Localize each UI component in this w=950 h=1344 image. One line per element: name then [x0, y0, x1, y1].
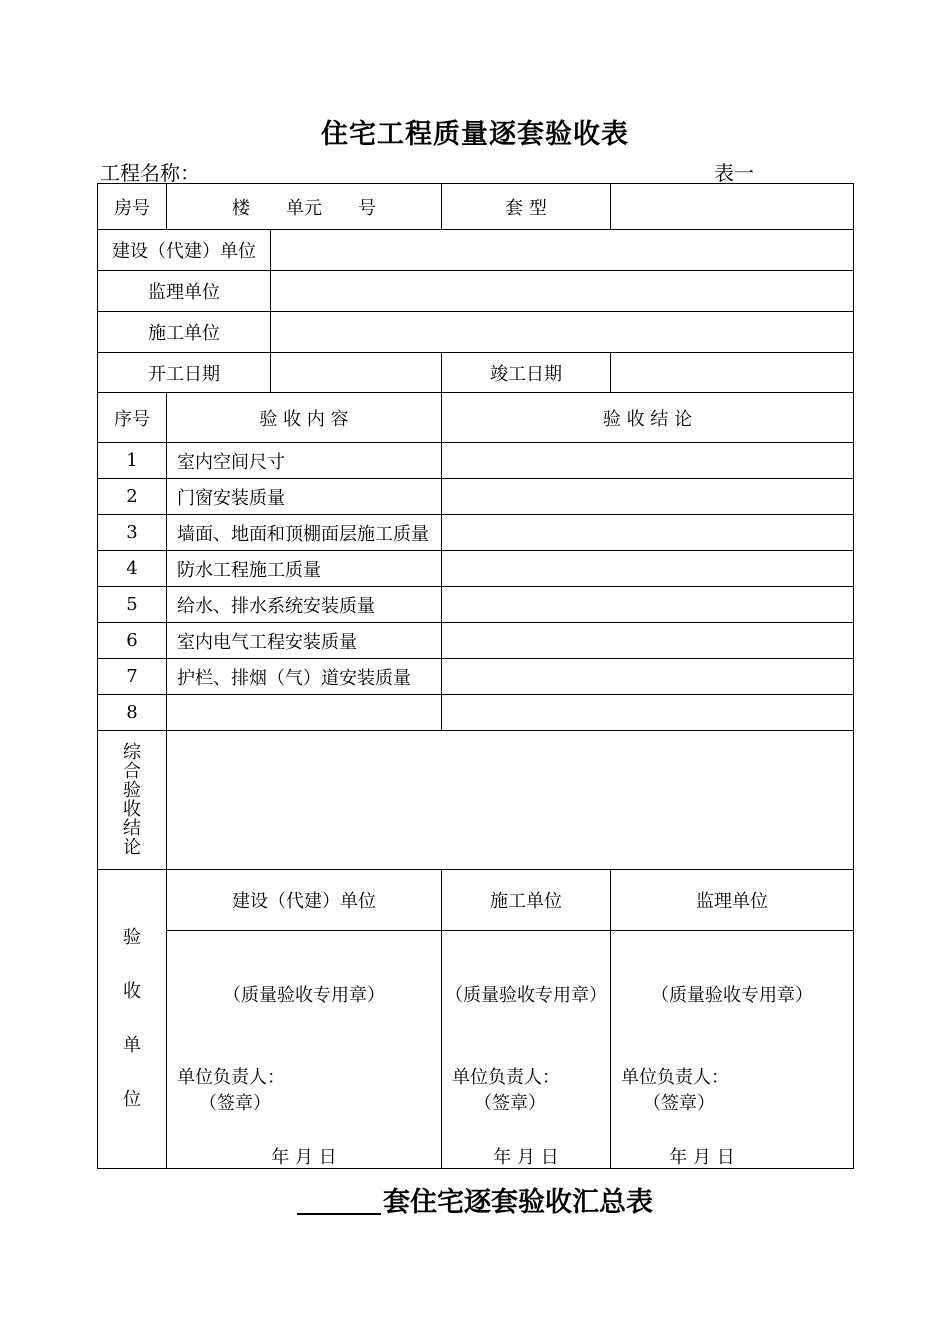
column-header-row [98, 393, 854, 443]
item-conclusion-field[interactable] [442, 479, 854, 515]
unit-type-field[interactable] [611, 184, 854, 230]
table-row [98, 623, 854, 659]
sign-unit-supervisor-name: 监理单位 [611, 870, 854, 931]
item-content: 防水工程施工质量 [167, 551, 442, 587]
room-row [98, 184, 854, 230]
item-content: 门窗安装质量 [167, 479, 442, 515]
item-conclusion-field[interactable] [442, 443, 854, 479]
item-no: 7 [98, 659, 167, 695]
builder-unit-label: 建设（代建）单位 [98, 230, 271, 271]
summary-title: 套住宅逐套验收汇总表 [0, 1180, 950, 1219]
completion-date-label: 竣工日期 [442, 353, 611, 393]
summary-count-blank[interactable] [297, 1213, 381, 1215]
responsible-person-label: 单位负责人： [621, 1067, 730, 1088]
acceptance-unit-label: 验 收 单 位 [98, 870, 167, 1169]
item-content: 给水、排水系统安装质量 [167, 587, 442, 623]
signature-label: （签章） [643, 1093, 716, 1114]
start-date-label: 开工日期 [98, 353, 271, 393]
sign-unit-header-row [98, 870, 854, 931]
table-row [98, 659, 854, 695]
sign-unit-construction-name: 施工单位 [442, 870, 611, 931]
construction-row [98, 312, 854, 353]
seal-placeholder: （质量验收专用章） [223, 985, 385, 1006]
supervisor-unit-label: 监理单位 [98, 271, 271, 312]
item-no: 8 [98, 695, 167, 731]
seal-placeholder: （质量验收专用章） [445, 985, 607, 1006]
signature-label: （签章） [474, 1093, 546, 1114]
supervisor-unit-field[interactable] [271, 271, 854, 312]
item-no: 5 [98, 587, 167, 623]
overall-conclusion-label: 综 合 验 收 结 论 [98, 731, 167, 870]
table-row [98, 551, 854, 587]
item-conclusion-field[interactable] [442, 515, 854, 551]
date-label: 年 月 日 [669, 1147, 735, 1168]
table-number: 表一 [714, 161, 754, 185]
dates-row [98, 353, 854, 393]
seq-header: 序号 [98, 393, 167, 443]
date-label: 年 月 日 [493, 1147, 559, 1168]
sign-area-construction[interactable] [442, 931, 611, 1169]
item-no: 2 [98, 479, 167, 515]
sign-area-row [98, 931, 854, 1169]
table-row [98, 479, 854, 515]
builder-row [98, 230, 854, 271]
sign-area-builder[interactable] [167, 931, 442, 1169]
conclusion-header: 验 收 结 论 [442, 393, 854, 443]
construction-unit-label: 施工单位 [98, 312, 271, 353]
signature-label: （签章） [199, 1093, 271, 1114]
item-conclusion-field[interactable] [442, 623, 854, 659]
item-no: 3 [98, 515, 167, 551]
responsible-person-label: 单位负责人： [452, 1067, 560, 1088]
overall-conclusion-field[interactable] [167, 731, 854, 870]
item-content: 护栏、排烟（气）道安装质量 [167, 659, 442, 695]
sign-unit-builder-name: 建设（代建）单位 [167, 870, 442, 931]
item-content: 墙面、地面和顶棚面层施工质量 [167, 515, 442, 551]
seal-placeholder: （质量验收专用章） [651, 985, 814, 1006]
start-date-field[interactable] [271, 353, 442, 393]
item-no: 6 [98, 623, 167, 659]
date-label: 年 月 日 [271, 1147, 337, 1168]
item-content-field[interactable] [167, 695, 442, 731]
content-header: 验 收 内 容 [167, 393, 442, 443]
responsible-person-label: 单位负责人： [177, 1067, 285, 1088]
table-row [98, 587, 854, 623]
building-unit-field[interactable]: 楼 单元 号 [167, 184, 442, 230]
form-title: 住宅工程质量逐套验收表 [321, 119, 629, 150]
table-row [98, 515, 854, 551]
item-conclusion-field[interactable] [442, 587, 854, 623]
item-conclusion-field[interactable] [442, 659, 854, 695]
item-no: 4 [98, 551, 167, 587]
completion-date-field[interactable] [611, 353, 854, 393]
item-conclusion-field[interactable] [442, 695, 854, 731]
overall-conclusion-row [98, 731, 854, 870]
item-no: 1 [98, 443, 167, 479]
item-content: 室内电气工程安装质量 [167, 623, 442, 659]
supervisor-row [98, 271, 854, 312]
room-no-label: 房号 [98, 184, 167, 230]
unit-type-label: 套 型 [442, 184, 611, 230]
construction-unit-field[interactable] [271, 312, 854, 353]
item-conclusion-field[interactable] [442, 551, 854, 587]
builder-unit-field[interactable] [271, 230, 854, 271]
table-row [98, 695, 854, 731]
acceptance-form-table [97, 183, 854, 1169]
item-content: 室内空间尺寸 [167, 443, 442, 479]
project-name-label: 工程名称： [100, 161, 200, 185]
table-row [98, 443, 854, 479]
sign-area-supervisor[interactable] [611, 931, 854, 1169]
